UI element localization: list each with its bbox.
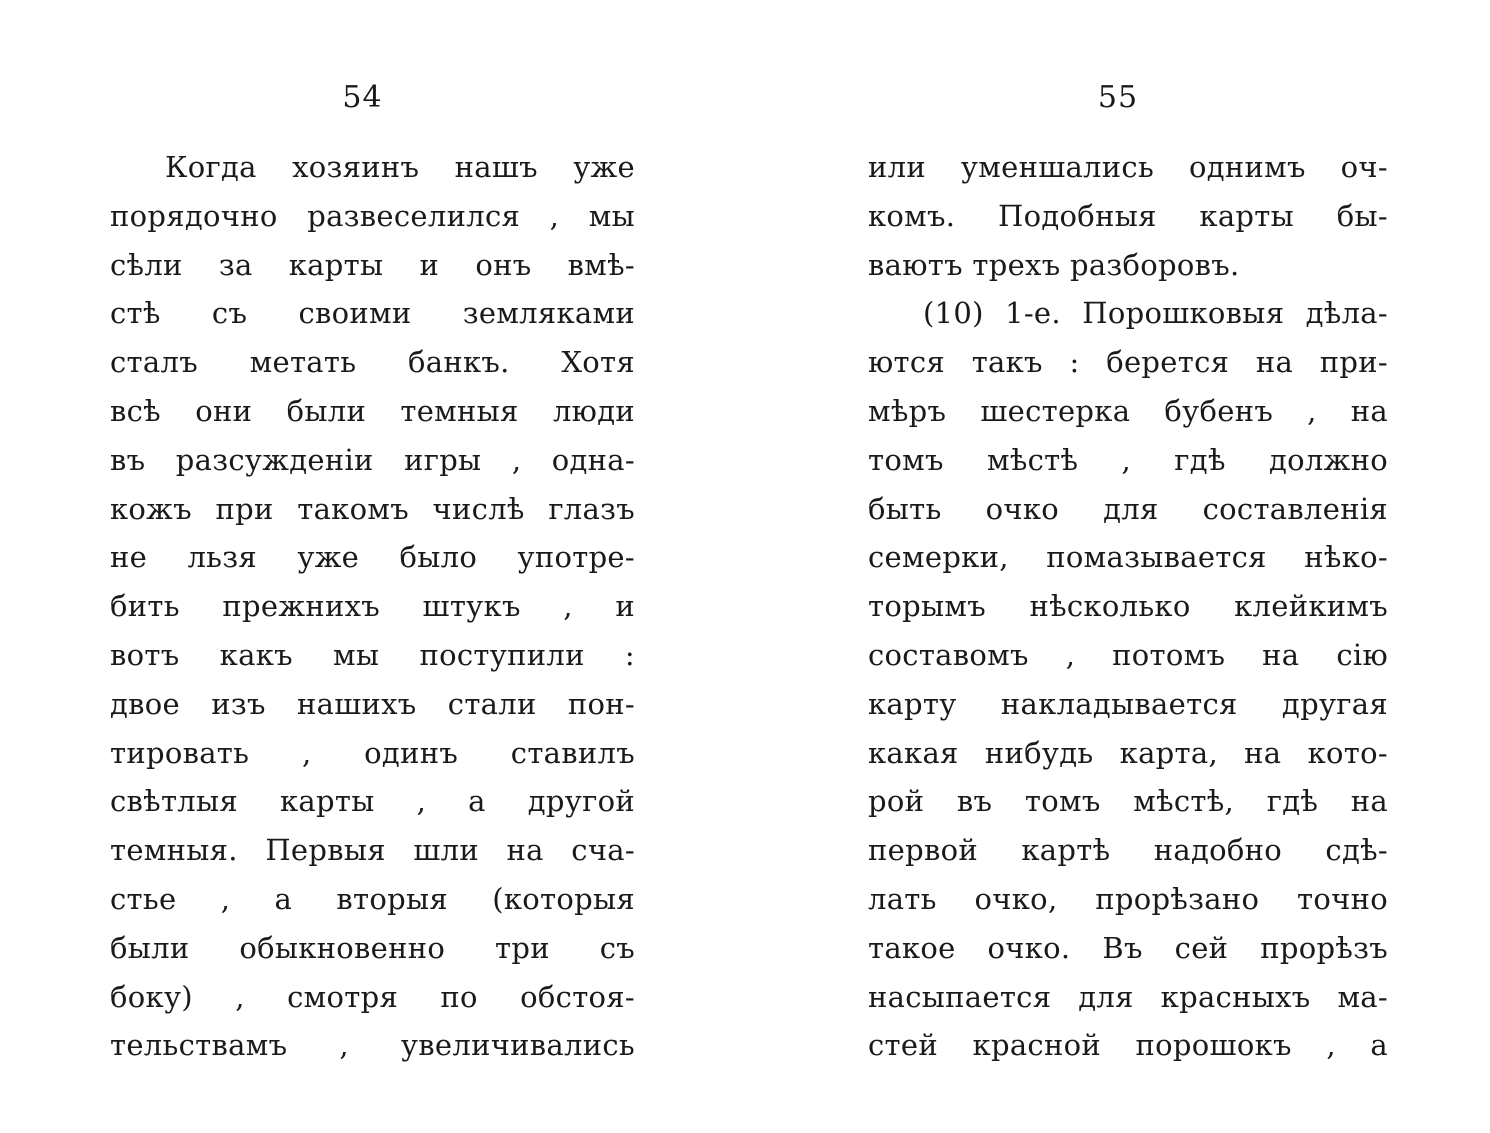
text-line: стей красной порошокъ , а: [868, 1028, 1388, 1063]
text-line: тельствамъ , увеличивались: [110, 1028, 635, 1063]
text-line: въ разсужденіи игры , одна-: [110, 442, 635, 477]
text-line: тировать , одинъ ставилъ: [110, 735, 635, 770]
right-page: [868, 0, 1388, 1133]
text-line: мѣръ шестерка бубенъ , на: [868, 393, 1388, 428]
text-line: стѣ съ своими земляками: [110, 296, 635, 331]
left-page: [110, 0, 635, 1133]
text-line: насыпается для красныхъ ма-: [868, 979, 1388, 1014]
text-line: семерки, помазывается нѣко-: [868, 540, 1388, 575]
text-line: ваютъ трехъ разборовъ.: [868, 247, 1240, 282]
text-line: торымъ нѣсколько клейкимъ: [868, 589, 1388, 624]
text-line: не льзя уже было употре-: [110, 540, 635, 575]
text-line: первой картѣ надобно сдѣ-: [868, 833, 1388, 868]
text-line: двое изъ нашихъ стали пон-: [110, 686, 635, 721]
text-line: комъ. Подобныя карты бы-: [868, 198, 1388, 233]
text-line: такое очко. Въ сей прорѣзъ: [868, 930, 1388, 965]
text-line: сѣли за карты и онъ вмѣ-: [110, 247, 635, 282]
text-line: всѣ они были темныя люди: [110, 393, 635, 428]
text-line: боку) , смотря по обстоя-: [110, 979, 635, 1014]
text-line: рой въ томъ мѣстѣ, гдѣ на: [868, 784, 1388, 819]
text-line: какая нибудь карта, на кото-: [868, 735, 1388, 770]
page-text: [110, 143, 635, 1070]
page-number: 55: [1097, 80, 1139, 115]
text-line: или уменшались однимъ оч-: [868, 150, 1388, 184]
text-line: были обыкновенно три съ: [110, 930, 635, 965]
text-line: ются такъ : берется на при-: [868, 345, 1388, 380]
text-line: свѣтлыя карты , а другой: [110, 784, 635, 819]
text-line: стье , а вторыя (которыя: [110, 881, 635, 916]
text-line: темныя. Первыя шли на сча-: [110, 833, 635, 868]
text-line: Когда хозяинъ нашъ уже: [165, 150, 635, 184]
page-text: [868, 143, 1388, 1070]
page-number: 54: [342, 80, 383, 115]
text-line: карту накладывается другая: [868, 686, 1388, 721]
text-line: быть очко для составленія: [868, 491, 1388, 526]
text-line: составомъ , потомъ на сію: [868, 637, 1388, 672]
text-line: бить прежнихъ штукъ , и: [110, 589, 635, 624]
text-line: (10) 1-е. Порошковыя дѣла-: [923, 296, 1388, 331]
text-line: вотъ какъ мы поступили :: [110, 637, 635, 672]
text-line: порядочно развеселился , мы: [110, 198, 635, 233]
text-line: сталъ метать банкъ. Хотя: [110, 345, 635, 380]
text-line: лать очко, прорѣзано точно: [868, 881, 1388, 916]
text-line: кожъ при такомъ числѣ глазъ: [110, 491, 635, 526]
text-line: томъ мѣстѣ , гдѣ должно: [868, 442, 1388, 477]
